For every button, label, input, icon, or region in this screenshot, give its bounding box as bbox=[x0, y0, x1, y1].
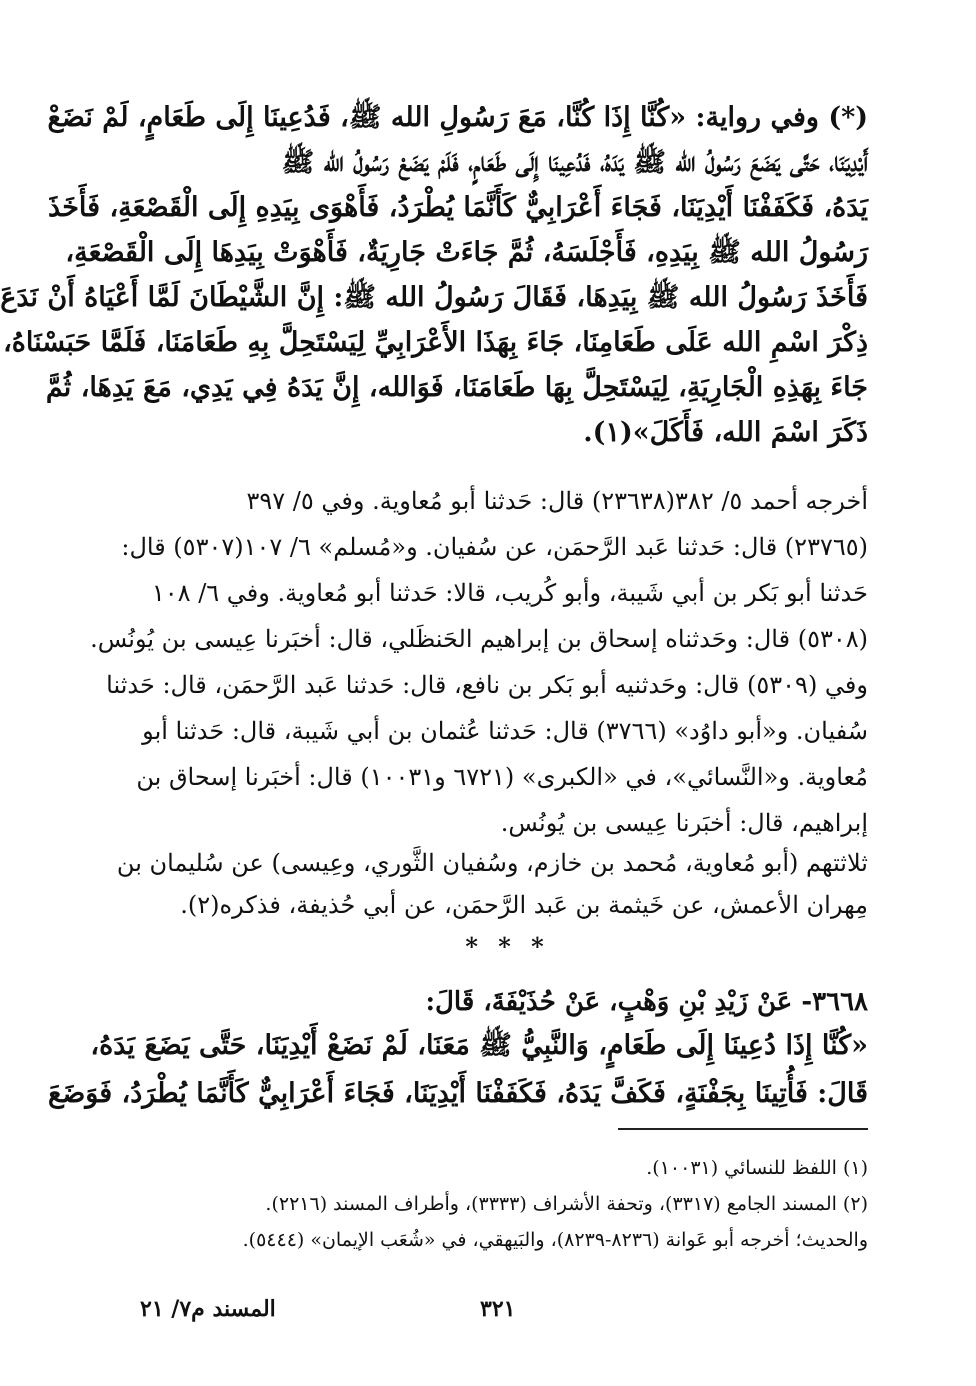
footnote: (٢) المسند الجامع (٣٣١٧)، وتحفة الأشراف (٣٣٣٣)، وأطراف المسند (٢٢١٦). bbox=[265, 1193, 868, 1215]
text-line: حَدثنا أبو بَكر بن أبي شَيبة، وأبو كُريب، قالا: حَدثنا أبو مُعاوية. وفي ٦/ ١٠٨ bbox=[151, 579, 868, 607]
section-separator: * * * bbox=[465, 932, 550, 961]
text-line: يَدَهُ، فَكَفَفْنَا أَيْدِيَنَا، فَجَاءَ أَعْرَابِيٌّ كَأَنَّمَا يُطْرَدُ، فَأَهْوَى بِيَدِهِ إِلَى الْقَصْعَةِ، فَأَخَذَ bbox=[48, 192, 868, 223]
text-line: (٥٣٠٨) قال: وحَدثناه إسحاق بن إبراهيم الحَنظَلي، قال: أخبَرنا عِيسى بن يُونُس. bbox=[90, 625, 868, 653]
footnote: (١) اللفظ للنسائي (١٠٠٣١). bbox=[646, 1157, 868, 1179]
footnote: والحديث؛ أخرجه أبو عَوانة (٨٢٣٦-٨٢٣٩)، والبَيهقي، في «شُعَب الإيمان» (٥٤٤٤). bbox=[242, 1229, 868, 1251]
text-line: رَسُولُ الله ﷺ بِيَدِهِ، فَأَجْلَسَهُ، ثُمَّ جَاءَتْ جَارِيَةٌ، فَأَهْوَتْ بِيَدِهَا إِلَى الْقَصْعَةِ، bbox=[65, 237, 868, 268]
page-footer bbox=[140, 1296, 868, 1340]
chain-summary-paragraph bbox=[116, 842, 868, 926]
text-line: ثلاثتهم (أبو مُعاوية، مُحمد بن خازم، وسُفيان الثَّوري، وعِيسى) عن سُليمان بن bbox=[116, 849, 868, 877]
text-line: أخرجه أحمد ٥/ ٣٨٢(٢٣٦٣٨) قال: حَدثنا أبو مُعاوية. وفي ٥/ ٣٩٧ bbox=[246, 487, 868, 515]
text-line: سُفيان. و«أبو داوُد» (٣٧٦٦) قال: حَدثنا عُثمان بن أبي شَيبة، قال: حَدثنا أبو bbox=[142, 717, 868, 745]
text-line: إبراهيم، قال: أخبَرنا عِيسى بن يُونُس. bbox=[500, 809, 868, 837]
volume-signature: المسند م٧/ ٢١ bbox=[140, 1296, 276, 1322]
hadith-heading bbox=[140, 982, 868, 1022]
text-line: مُعاوية. و«النَّسائي»، في «الكبرى» (٦٧٢١ و١٠٠٣١) قال: أخبَرنا إسحاق بن bbox=[136, 763, 868, 791]
text-line: (*) وفي رواية: «كُنَّا إِذَا كُنَّا، مَعَ رَسُولِ الله ﷺ، فَدُعِينَا إِلَى طَعَامٍ، لَمْ نَضَعْ bbox=[47, 102, 868, 133]
footnotes bbox=[140, 1150, 868, 1258]
footnote-divider bbox=[618, 1128, 868, 1130]
text-line: أَيْدِيَنَا، حَتَّى يَضَعَ رَسُولُ الله ﷺ يَدَهُ، فَدُعِينَا إِلَى طَعَامٍ، فَلَمْ يَضَعْ رَسُولُ الله ﷺ bbox=[281, 147, 868, 178]
hadith-text bbox=[47, 1022, 868, 1118]
text-line: وفي (٥٣٠٩) قال: وحَدثنيه أبو بَكر بن نافع، قال: حَدثنا عَبد الرَّحمَن، قال: حَدثنا bbox=[106, 671, 868, 699]
page-number: ٣٢١ bbox=[480, 1296, 516, 1322]
text-line: جَاءَ بِهَذِهِ الْجَارِيَةِ، لِيَسْتَحِلَّ بِهَا طَعَامَنَا، فَوَالله، إِنَّ يَدَهُ فِي يَدِي، مَعَ يَدِهَا، ثُمَّ bbox=[45, 372, 868, 403]
text-line: فَأَخَذَ رَسُولُ الله ﷺ بِيَدِهَا، فَقَالَ رَسُولُ الله ﷺ: إِنَّ الشَّيْطَانَ لَمَّا أَعْيَاهُ أَنْ نَدَعَ bbox=[0, 282, 868, 313]
text-line: ذَكَرَ اسْمَ الله، فَأَكَلَ»(١). bbox=[583, 417, 868, 448]
takhrij-paragraph bbox=[90, 478, 868, 846]
text-line: قَالَ: فَأُتِينَا بِجَفْنَةٍ، فَكَفَّ يَدَهُ، فَكَفَفْنَا أَيْدِيَنَا، فَجَاءَ أَعْرَابِيٌّ كَأَنَّمَا يُطْرَدُ، فَوَضَعَ bbox=[47, 1078, 868, 1109]
text-line: (٢٣٧٦٥) قال: حَدثنا عَبد الرَّحمَن، عن سُفيان. و«مُسلم» ٦/ ١٠٧(٥٣٠٧) قال: bbox=[121, 533, 868, 561]
text-line: «كُنَّا إِذَا دُعِينَا إِلَى طَعَامٍ، وَالنَّبِيُّ ﷺ مَعَنَا، لَمْ نَضَعْ أَيْدِيَنَا، حَتَّى يَضَعَ يَدَهُ، bbox=[90, 1030, 868, 1061]
narration-variant-text bbox=[0, 95, 868, 455]
text-line: ذِكْرَ اسْمِ الله عَلَى طَعَامِنَا، جَاءَ بِهَذَا الأَعْرَابِيِّ لِيَسْتَحِلَّ بِهِ طَعَامَنَا، فَلَمَّا حَبَسْنَاهُ، bbox=[3, 327, 868, 358]
hadith-number-and-chain: ٣٦٦٨- عَنْ زَيْدِ بْنِ وَهْبٍ، عَنْ حُذَيْفَةَ، قَالَ: bbox=[425, 987, 868, 1017]
text-line: مِهران الأعمش، عن خَيثمة بن عَبد الرَّحمَن، عن أبي حُذيفة، فذكره(٢). bbox=[180, 891, 868, 919]
